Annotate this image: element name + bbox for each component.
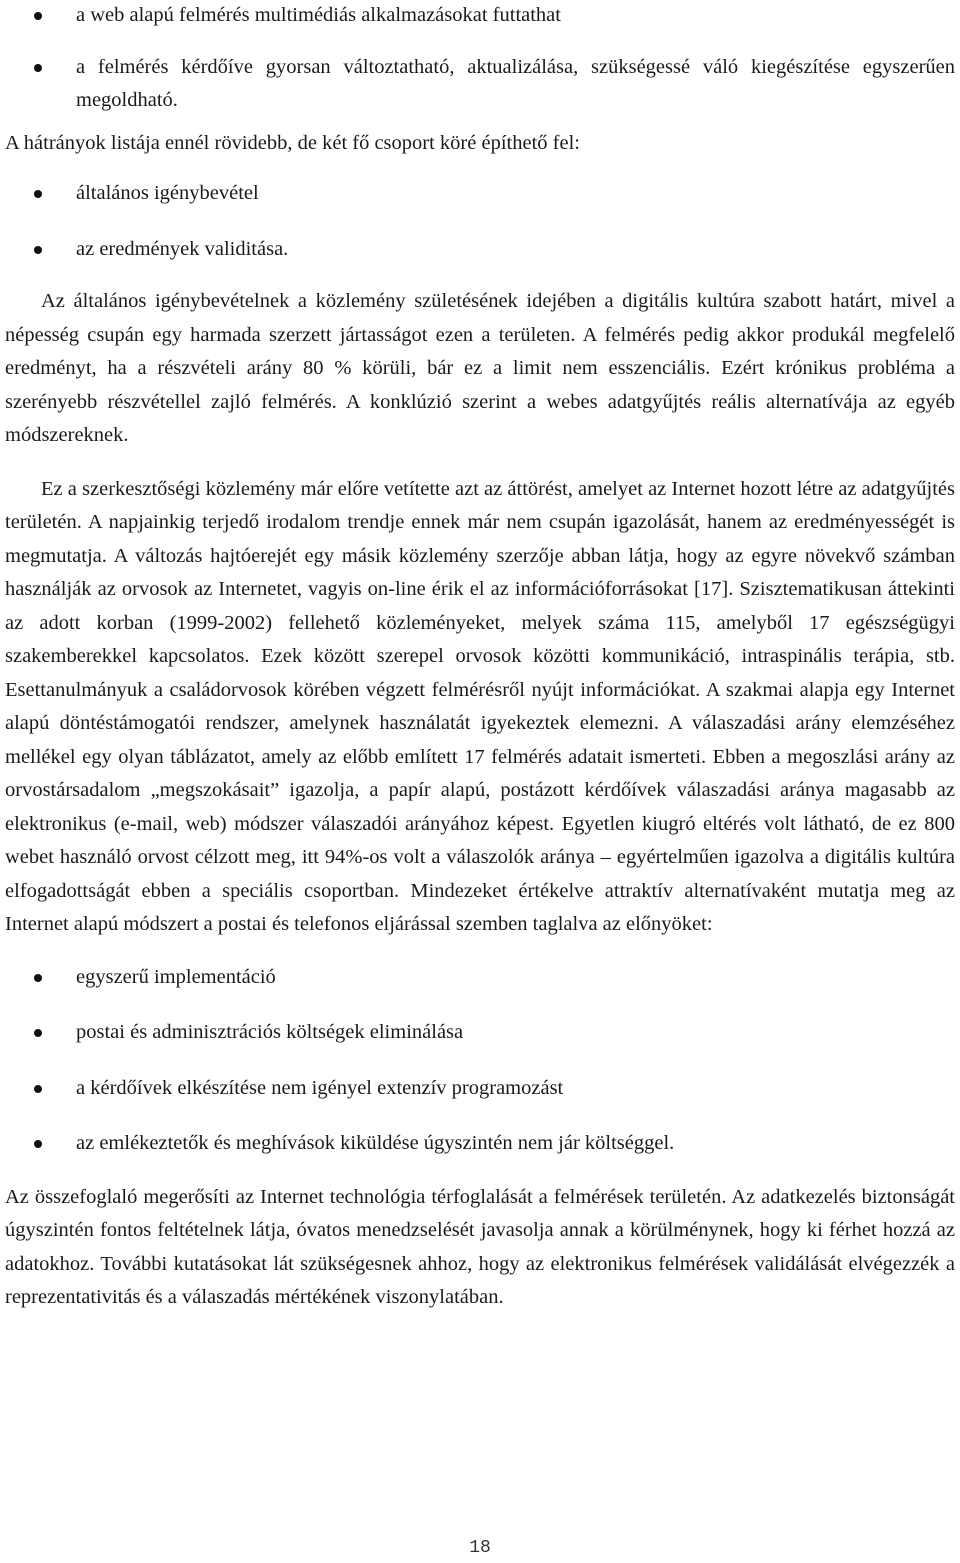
list-item — [5, 51, 955, 118]
paragraph-general-usage: Az általános igénybevételnek a közlemény születésének idejében a digitális kultúra szabott határt, mivel a népesség csupán egy harmada szerzett jártasságot ezen a területen. A felmérés pedig akkor produkál megfelelő eredményt, ha a részvételi arány 80 % körüli, bár ez a limit nem esszenciális. Ezért krónikus probléma a szerényebb részvétellel zajló felmérés. A konklúzió szerint a webes adatgyűjtés reális alternatívája az egyéb módszereknek. — [5, 290, 955, 446]
page-number: 18 — [469, 1538, 491, 1558]
list-item-text: az eredmények validitása. — [76, 237, 289, 260]
list-item — [5, 1016, 955, 1050]
bullet-icon — [34, 12, 42, 20]
feature-bullet-list — [5, 0, 955, 118]
list-item-text: postai és adminisztrációs költségek eliminálása — [76, 1021, 464, 1043]
bullet-icon — [34, 1140, 42, 1148]
bullet-icon — [34, 1029, 42, 1037]
paragraph-editorial: Ez a szerkesztőségi közlemény már előre vetítette azt az áttörést, amelyet az Internet hozott létre az adatgyűjtés területén. A napjainkig terjedő irodalom trendje ennek már nem csupán igazolását, hanem az eredményességét is megmutatja. A változás hajtóerejét egy másik közlemény szerzője abban látja, hogy az egyre növekvő számban használják az orvosok az Internetet, vagyis on-line érik el az információforrásokat [17]. Szisztematikusan áttekinti az adott korban (1999-2002) fellehető közleményeket, melyek száma 115, amelyből 17 egészségügyi szakemberekkel kapcsolatos. Ezek között szerepel orvosok közötti kommunikáció, intraspinális terápia, stb. Esettanulmányuk a családorvosok körében végzett felmérésről nyújt információkat. A szakmai alapja egy Internet alapú döntéstámogatói rendszer, amelynek használatát igyekeztek elemezni. A válaszadási arány elemzéséhez mellékel egy olyan táblázatot, amely az előbb említett 17 felmérés adatait ismerteti. Ebben a megoszlási arány az orvostársadalom „megszokásait” igazolja, a papír alapú, postázott kérdőívek válaszadási aránya magasabb az elektronikus (e-mail, web) módszer válaszadói arányához képest. Egyetlen kiugró eltérés volt látható, de ez 800 webet használó orvost célzott meg, itt 94%-os volt a válaszolók aránya – egyértelműen igazolva a digitális kultúra elfogadottságát ebben a speciális csoportban. Mindezeket értékelve attraktív alternatívaként mutatja meg az Internet alapú módszert a postai és telefonos eljárással szemben taglalva az előnyöket: — [5, 477, 955, 935]
list-item-text: a web alapú felmérés multimédiás alkalmazásokat futtathat — [76, 4, 561, 26]
paragraph-summary: Az összefoglaló megerősíti az Internet technológia térfoglalását a felmérések területén. Az adatkezelés biztonságát úgyszintén fontos feltételnek látja, óvatos menedzselését javasolja annak a körülménynek, hogy ki férhet hozzá az adatokhoz. További kutatásokat lát szükségesnek ahhoz, hogy az elektronikus felmérések validálását elvégezzék a reprezentativitás és a válaszadás mértékének viszonylatában. — [5, 1185, 955, 1308]
list-item-text: egyszerű implementáció — [76, 965, 276, 988]
list-item — [5, 1127, 955, 1161]
list-item-text: a kérdőívek elkészítése nem igényel extenzív programozást — [76, 1076, 564, 1099]
document-page — [5, 0, 955, 1315]
list-item-text: az emlékeztetők és meghívások kiküldése úgyszintén nem jár költséggel. — [76, 1132, 675, 1154]
advantage-bullet-list — [5, 961, 955, 1161]
list-item — [5, 233, 955, 267]
drawbacks-intro: A hátrányok listája ennél rövidebb, de két fő csoport köré építhető fel: — [5, 131, 580, 154]
list-item-text: a felmérés kérdőíve gyorsan változtatható, aktualizálása, szükségessé váló kiegészítése egyszerűen megoldható. — [76, 55, 955, 111]
bullet-icon — [34, 190, 42, 198]
list-item-text: általános igénybevétel — [76, 182, 259, 204]
list-item — [5, 961, 955, 995]
list-item — [5, 0, 955, 33]
bullet-icon — [34, 1085, 42, 1093]
bullet-icon — [34, 974, 42, 982]
bullet-icon — [34, 64, 42, 72]
drawback-bullet-list — [5, 177, 955, 266]
list-item — [5, 1072, 955, 1106]
list-item — [5, 177, 955, 211]
bullet-icon — [34, 246, 42, 254]
